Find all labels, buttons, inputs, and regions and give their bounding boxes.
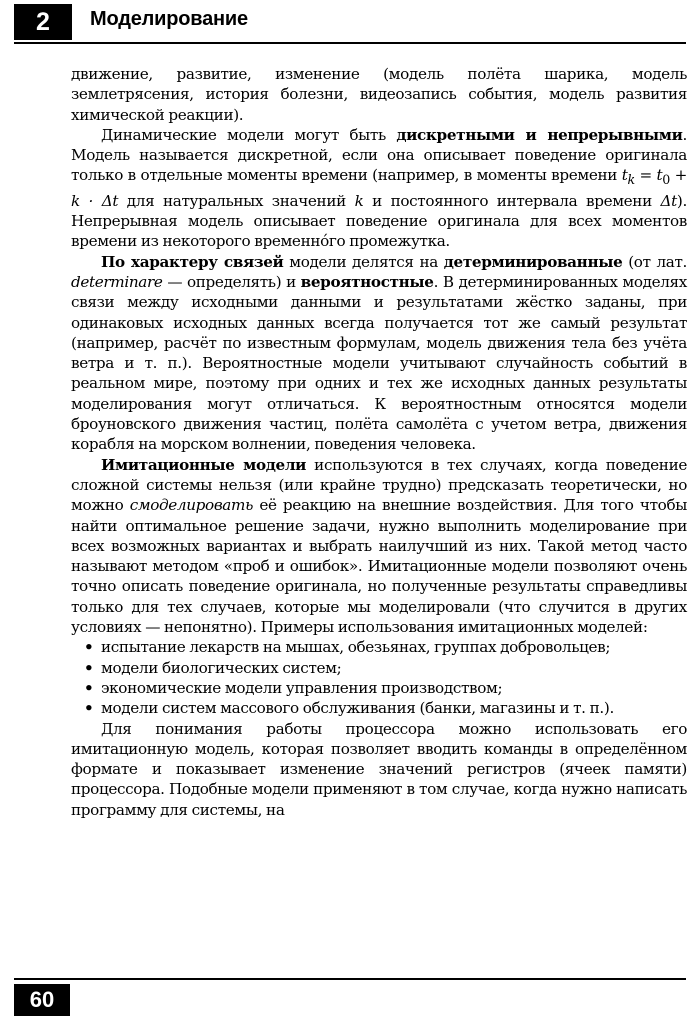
list-item [71,658,687,678]
examples-list [71,637,687,718]
text-run: — определять) и [162,273,301,291]
bullet-icon: • [84,699,94,718]
formula-delta-t: Δt [660,191,677,210]
paragraph-processor [71,719,687,820]
header-divider [14,42,686,44]
list-item [71,637,687,657]
text-run: (от лат. [622,252,687,271]
term-simulate: смоделировать [129,496,253,515]
text-run: . В детерминированных моделях связи между исходными данными и результатами жёстко заданы, при одинаковых исходных данных всегда получается тот же самый результат (например, расчёт по известным формулам, модель движения тела без учёта ветра и т. п.). Вероятностные модели учитывают случайность событий в реальном мире, поэтому при одних и тех же исходных данных результаты моделирования могут отличаться. К вероятностным относятся модели броуновского движения частиц, полёта самолёта с учетом ветра, движения корабля на морском волнении, поведения человека. [71,273,687,454]
section-title: Моделирование [90,8,248,30]
text-run: . Модель называется дискретной, если она описывает поведение оригинала только в отдельные моменты времени (например, в моменты времени [71,125,687,185]
paragraph-connections [71,252,687,455]
formula-sub-0: 0 [662,172,670,188]
chapter-number-badge: 2 [14,4,72,40]
page-number: 60 [14,984,70,1016]
term-simulation-models: Имитационные модели [101,455,307,474]
text-run: модели делятся на [283,252,444,271]
term-probabilistic: вероятностные [300,273,434,291]
text-run: Динамические модели могут быть [101,125,397,144]
formula-sub-k: k [627,172,635,188]
term-deterministic: детерминированные [443,252,623,271]
text-run: движение, развитие, изменение (модель полёта шарика, модель землетрясения, история болезни, видеозапись события, модель развития химической реакции). [71,65,687,124]
text-run: Для понимания работы процессора можно использовать его имитационную модель, которая позволяет вводить команды в определённом формате и показывает изменение значений регистров (ячеек памяти) процессора. Подобные модели применяют в том случае, когда нужно написать программу для системы, на [71,719,687,819]
list-item-text: экономические модели управления производством; [101,678,503,697]
paragraph-continuation [71,64,687,125]
bullet-icon: • [84,678,94,697]
formula-eq-t: = t [634,166,663,185]
list-item-text: испытание лекарств на мышах, обезьянах, группах добровольцев; [101,638,611,657]
formula-t: t [621,166,628,185]
paragraph-dynamic-models [71,125,687,252]
list-item-text: модели биологических систем; [101,658,342,677]
term-by-connections: По характеру связей [101,252,284,271]
body-text [71,64,687,820]
formula-rest: + k · Δt [71,166,687,210]
text-run: используются в тех случаях, когда поведение сложной системы нельзя (или крайне трудно) предсказать теоретически, но можно [71,455,687,515]
footer-divider [14,978,686,980]
page-footer [14,978,686,1016]
bullet-icon: • [84,638,94,657]
text-run: её реакцию на внешние воздействия. Для того чтобы найти оптимальное решение задачи, нужно выполнить моделирование при всех возможных вариантах и выбрать наилучший из них. Такой метод часто называют методом «проб и ошибок». Имитационные модели позволяют очень точно описать поведение оригинала, но полученные результаты справедливы только для тех случаев, которые мы моделировали (что случится в других условиях — непонятно). Примеры использования имитационных моделей: [71,496,687,637]
list-item [71,678,687,698]
text-run: для натуральных значений [118,191,355,210]
paragraph-simulation [71,455,687,638]
text-run: и постоянного интервала времени [363,191,661,210]
text-run: ). Непрерывная модель описывает поведение оригинала для всех моментов времени из некоторого временно́го промежутка. [71,191,687,251]
page-header [14,4,686,40]
latin-term: determinare [71,273,163,291]
bullet-icon: • [84,658,94,677]
term-discrete-continuous: дискретными и непрерывными [396,125,683,144]
formula-k: k [354,191,364,210]
list-item [71,698,687,718]
list-item-text: модели систем массового обслуживания (банки, магазины и т. п.). [101,699,614,718]
